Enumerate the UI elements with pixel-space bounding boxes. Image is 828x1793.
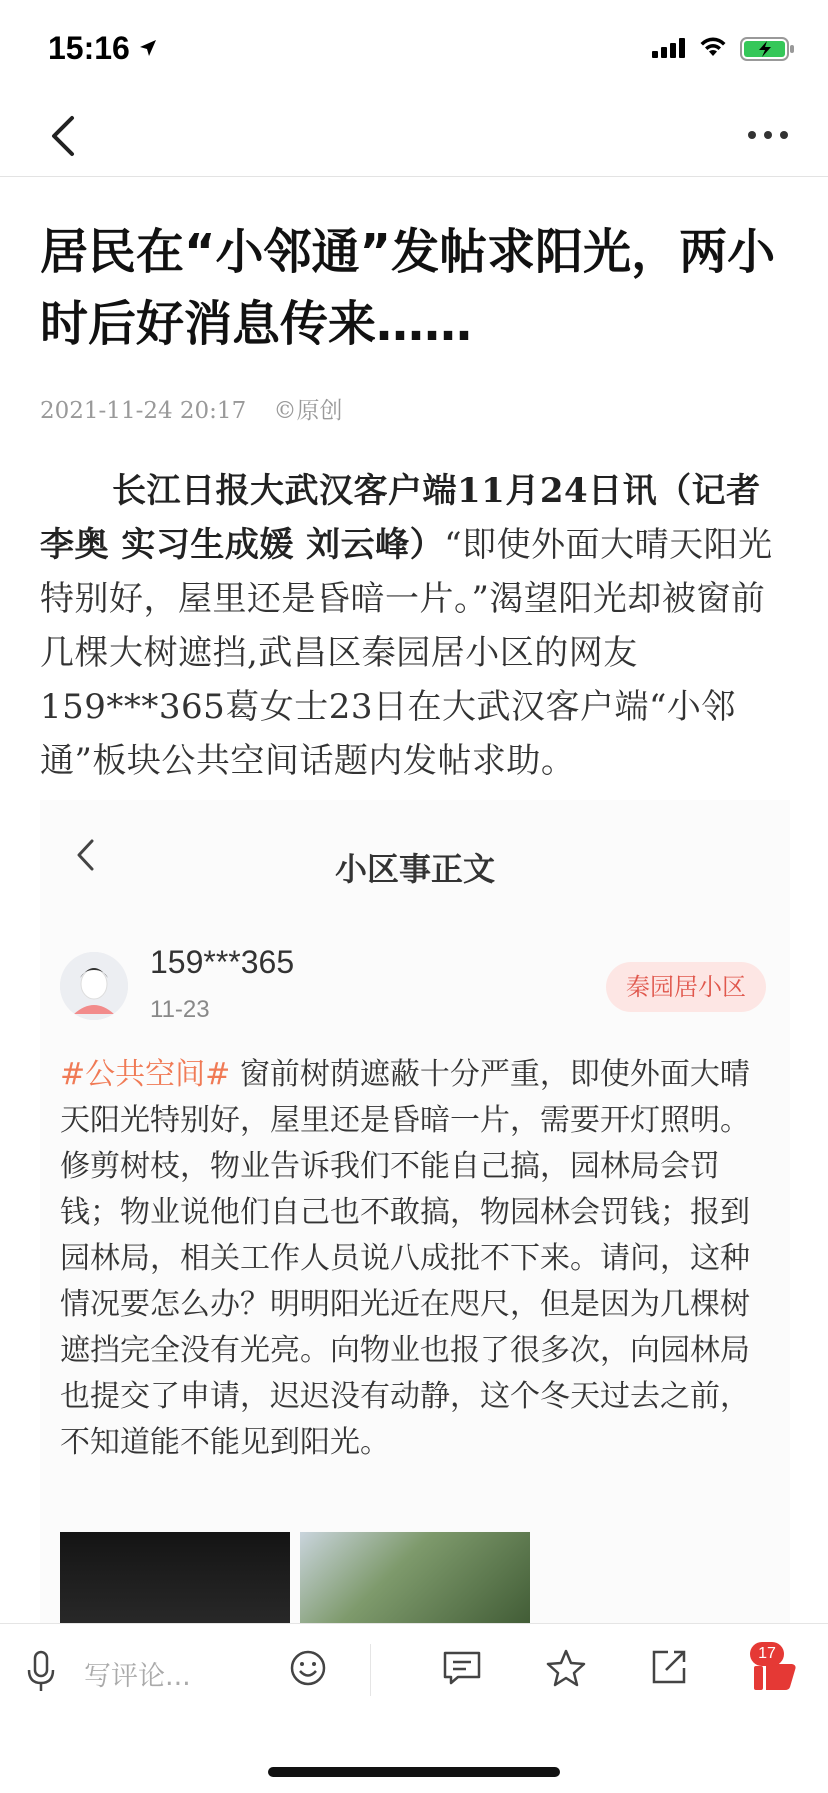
article-paragraph [40, 464, 790, 788]
star-icon[interactable] [546, 1648, 586, 1688]
avatar-person-icon [60, 952, 128, 1020]
post-content [60, 1052, 766, 1466]
comment-input[interactable]: 写评论... [84, 1661, 191, 1692]
emoji-icon[interactable] [290, 1650, 326, 1686]
status-bar [0, 0, 828, 96]
home-indicator [268, 1767, 560, 1777]
post-date: 11-23 [150, 996, 210, 1023]
more-dots-icon[interactable] [746, 122, 790, 148]
post-photo-1 [60, 1532, 290, 1623]
wifi-icon [698, 34, 728, 58]
post-hashtag: #公共空间# [60, 1057, 231, 1092]
article-lead: 长江日报大武汉客户端11月24日讯（记者李奥 实习生成媛 刘云峰） [40, 471, 761, 565]
signal-icon [652, 38, 686, 58]
like-count-badge: 17 [750, 1642, 784, 1666]
article-meta [40, 392, 343, 425]
post-text: 窗前树荫遮蔽十分严重，即使外面大晴天阳光特别好，屋里还是昏暗一片，需要开灯照明。修剪树枝，物业告诉我们不能自己搞，园林局会罚钱；物业说他们自己也不敢搞，物园林会罚钱；报到园林局，相关工作人员说八成批不下来。请问，这种情况要怎么办？明明阳光近在咫尺，但是因为几棵树遮挡完全没有光亮。向物业也报了很多次，向园林局也提交了申请，迟迟没有动静，这个冬天过去之前，不知道能不能见到阳光。 [60, 1057, 750, 1460]
community-tag: 秦园居小区 [606, 962, 766, 1012]
divider [370, 1644, 371, 1696]
embedded-post-image[interactable] [40, 800, 790, 1623]
comment-list-icon[interactable] [442, 1650, 482, 1686]
chevron-left-icon[interactable] [44, 112, 84, 160]
microphone-icon[interactable] [26, 1650, 56, 1694]
article-body: “即使外面大晴天阳光特别好，屋里还是昏暗一片。”渴望阳光却被窗前几棵大树遮挡,武昌区秦园居小区的网友159***365葛女士23日在大武汉客户端“小邻通”板块公共空间话题内发帖求助。 [40, 525, 773, 781]
battery-charging-icon [740, 36, 796, 62]
article-date: 2021-11-24 20:17 [40, 398, 247, 424]
avatar [60, 952, 128, 1020]
share-icon[interactable] [650, 1648, 688, 1686]
location-arrow-icon [138, 38, 158, 58]
original-label: ©原创 [273, 398, 343, 424]
article-title: 居民在“小邻通”发帖求阳光，两小时后好消息传来…… [40, 224, 776, 352]
status-time: 15:16 [48, 30, 130, 66]
nav-bar [0, 96, 828, 177]
post-username: 159***365 [150, 944, 295, 980]
post-photo-2 [300, 1532, 530, 1623]
embedded-page-title: 小区事正文 [334, 850, 495, 888]
